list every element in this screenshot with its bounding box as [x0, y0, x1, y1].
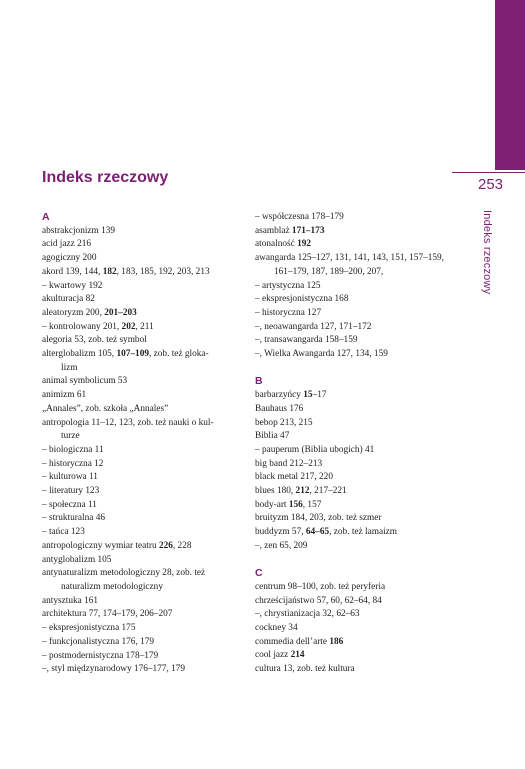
index-entry [42, 458, 242, 472]
index-entry [42, 622, 242, 636]
index-entry-line: aleatoryzm 200, 201–203 [42, 307, 137, 318]
index-entry [255, 430, 455, 444]
index-entry-line: barbarzyńcy 15–17 [255, 390, 327, 401]
index-entry-line: – kwartowy 192 [42, 280, 103, 291]
index-entry-line: body-art 156, 157 [255, 499, 322, 510]
index-entry [255, 526, 455, 540]
index-entry [42, 595, 242, 609]
index-entry [42, 636, 242, 650]
index-entry-line: Biblia 47 [255, 431, 290, 442]
index-entry-continuation: lizm [61, 362, 78, 373]
index-entry-line: atonalność 192 [255, 239, 312, 250]
index-letter-heading: B [255, 375, 263, 388]
index-entry-continuation: naturalizm metodologiczny [61, 581, 163, 592]
index-entry [42, 471, 242, 485]
index-entry-line: – historyczna 127 [255, 307, 322, 318]
index-entry [255, 622, 455, 636]
index-entry-line: abstrakcjonizm 139 [42, 225, 116, 236]
page-number: 253 [478, 176, 504, 193]
index-entry-line: „Annales”, zob. szkoła „Annales” [42, 403, 169, 414]
index-entry-line: cool jazz 214 [255, 650, 305, 661]
index-entry-line: centrum 98–100, zob. też peryferia [255, 581, 386, 592]
index-entry-line: acid jazz 216 [42, 239, 92, 250]
index-column-right [255, 211, 455, 677]
index-entry-line: –, neoawangarda 127, 171–172 [255, 321, 372, 332]
index-entry-line: – postmodernistyczna 178–179 [42, 650, 159, 661]
index-entry-line: blues 180, 212, 217–221 [255, 486, 347, 497]
index-entry-line: – ekspresjonistyczna 168 [255, 294, 349, 305]
index-entry [42, 307, 242, 321]
index-letter-heading: C [255, 567, 263, 580]
index-entry [255, 252, 455, 279]
index-entry [255, 636, 455, 650]
index-entry-line: chrześcijaństwo 57, 60, 62–64, 84 [255, 595, 382, 606]
index-entry [42, 266, 242, 280]
index-entry-line: – kontrolowany 201, 202, 211 [42, 321, 154, 332]
index-entry [42, 512, 242, 526]
index-entry-line: antyglobalizm 105 [42, 554, 112, 565]
index-entry-line: – literatury 123 [42, 486, 100, 497]
index-entry-line: – historyczna 12 [42, 458, 104, 469]
index-entry-line: animal symbolicum 53 [42, 376, 128, 387]
index-entry [255, 512, 455, 526]
index-entry [255, 581, 455, 595]
index-entry [255, 238, 455, 252]
index-entry-line: – pauperum (Biblia ubogich) 41 [255, 444, 375, 455]
index-entry [255, 458, 455, 472]
index-entry-line: black metal 217, 220 [255, 472, 333, 483]
index-entry [255, 389, 455, 403]
section-gap [255, 362, 455, 376]
index-entry-line: asamblaż 171–173 [255, 225, 325, 236]
index-entry-continuation: turze [61, 431, 80, 442]
index-entry-line: big band 212–213 [255, 458, 323, 469]
index-entry-line: –, zen 65, 209 [255, 540, 308, 551]
index-entry-line: antropologia 11–12, 123, zob. też nauki o kul- [42, 417, 214, 428]
index-entry [42, 334, 242, 348]
index-entry-line: buddyzm 57, 64–65, zob. też lamaizm [255, 527, 398, 538]
index-entry [255, 403, 455, 417]
index-entry-line: – współczesna 178–179 [255, 212, 344, 222]
index-entry [255, 485, 455, 499]
index-entry [255, 649, 455, 663]
index-entry-line: akulturacja 82 [42, 294, 95, 305]
index-entry-line: awangarda 125–127, 131, 141, 143, 151, 157–159, [255, 253, 445, 264]
index-entry [42, 293, 242, 307]
index-entry-line: commedia dell’arte 186 [255, 636, 344, 647]
index-entry-line: –, transawangarda 158–159 [255, 335, 358, 346]
index-entry-line: alegoria 53, zob. też symbol [42, 335, 147, 346]
index-entry-line: animizm 61 [42, 390, 87, 401]
index-entry [42, 375, 242, 389]
index-entry-line: cockney 34 [255, 623, 298, 634]
index-entry [255, 293, 455, 307]
index-entry-line: alterglobalizm 105, 107–109, zob. też gloka- [42, 349, 209, 360]
index-entry-line: antysztuka 161 [42, 595, 99, 606]
index-entry [42, 238, 242, 252]
index-entry [42, 540, 242, 554]
index-entry [255, 417, 455, 431]
index-entry-line: akord 139, 144, 182, 183, 185, 192, 203, 213 [42, 266, 210, 277]
index-entry [42, 389, 242, 403]
index-entry-line: antynaturalizm metodologiczny 28, zob. też [42, 568, 206, 579]
index-entry [255, 471, 455, 485]
section-gap [255, 554, 455, 568]
index-entry [42, 444, 242, 458]
index-entry [255, 225, 455, 239]
index-entry [42, 417, 242, 444]
index-entry [255, 307, 455, 321]
index-entry [42, 663, 242, 677]
index-entry [255, 211, 455, 225]
index-entry [42, 554, 242, 568]
header-rule [452, 172, 525, 173]
index-entry [255, 595, 455, 609]
index-entry-line: – tańca 123 [42, 527, 85, 538]
index-entry [42, 348, 242, 375]
index-entry-line: agogiczny 200 [42, 253, 97, 264]
index-entry-line: bebop 213, 215 [255, 417, 313, 428]
index-entry [255, 280, 455, 294]
index-entry [42, 485, 242, 499]
index-entry-line: – kulturowa 11 [42, 472, 98, 483]
index-entry [42, 252, 242, 266]
index-entry [42, 321, 242, 335]
index-entry-line: – ekspresjonistyczna 175 [42, 623, 136, 634]
index-entry [255, 348, 455, 362]
index-entry-line: –, styl międzynarodowy 176–177, 179 [42, 664, 186, 675]
index-entry [255, 444, 455, 458]
index-entry [255, 321, 455, 335]
index-entry-line: cultura 13, zob. też kultura [255, 664, 355, 675]
index-entry [42, 608, 242, 622]
index-entry [42, 225, 242, 239]
chapter-tab-bar [495, 0, 525, 170]
index-letter-heading: A [42, 211, 50, 223]
index-entry-line: – strukturalna 46 [42, 513, 105, 524]
index-entry-line: – funkcjonalistyczna 176, 179 [42, 636, 155, 647]
index-entry [255, 499, 455, 513]
index-entry-line: – społeczna 11 [42, 499, 97, 510]
index-entry-line: –, Wielka Awangarda 127, 134, 159 [255, 349, 388, 360]
index-entry-line: antropologiczny wymiar teatru 226, 228 [42, 540, 192, 551]
index-entry [42, 403, 242, 417]
index-entry [255, 608, 455, 622]
index-entry-line: – artystyczna 125 [255, 280, 321, 291]
index-entry [255, 334, 455, 348]
index-column-left [42, 211, 242, 677]
index-entry [42, 567, 242, 594]
index-entry-line: – biologiczna 11 [42, 444, 104, 455]
index-entry-continuation: 161–179, 187, 189–200, 207, [274, 266, 384, 277]
index-entry [255, 663, 455, 677]
index-entry [42, 499, 242, 513]
index-entry [42, 650, 242, 664]
index-entry [255, 540, 455, 554]
page-title: Indeks rzeczowy [42, 169, 169, 186]
index-entry-line: architektura 77, 174–179, 206–207 [42, 609, 173, 620]
index-entry [42, 526, 242, 540]
index-entry-line: bruityzm 184, 203, zob. też szmer [255, 513, 382, 524]
running-section-label: Indeks rzeczowy [481, 210, 493, 295]
index-entry-line: Bauhaus 176 [255, 403, 304, 414]
index-entry-line: –, chrystianizacja 32, 62–63 [255, 609, 360, 620]
index-entry [42, 280, 242, 294]
